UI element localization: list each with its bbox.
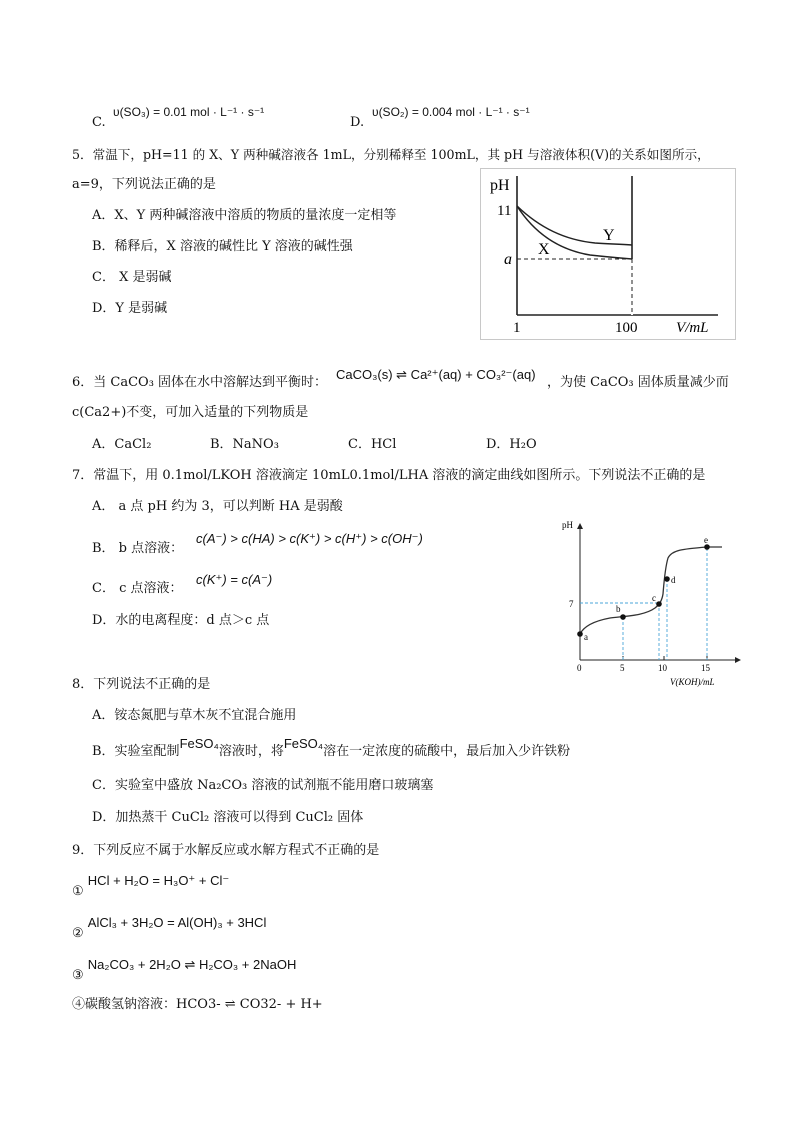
q9-item-2-num: ② [72,926,84,941]
q8-option-b[interactable] [92,736,571,761]
q9-item-1-num: ① [72,884,84,899]
q7-option-d[interactable]: D．水的电离程度：d 点＞c 点 [92,613,270,628]
q5-option-a[interactable]: A．X、Y 两种碱溶液中溶质的物质的量浓度一定相等 [92,208,397,223]
q8-option-b-formula2: FeSO₄ [283,736,324,751]
q5-option-c[interactable]: C． X 是弱碱 [92,270,172,285]
q6-stem-prefix: 6．当 CaCO₃ 固体在水中溶解达到平衡时： [72,375,328,390]
q8-stem: 8．下列说法不正确的是 [72,677,211,692]
q7-x-tick-10: 10 [658,663,667,673]
q5-curve-y [517,206,632,245]
q9-item-1-eq: HCl + H₂O = H₃O⁺ + Cl⁻ [87,873,230,888]
q5-option-b[interactable]: B．稀释后，X 溶液的碱性比 Y 溶液的碱性强 [92,239,353,254]
q9-item-1 [72,873,230,899]
q7-point-a-label: a [584,632,588,642]
q5-curve-x-label: X [538,241,550,258]
q7-figure [560,516,746,692]
q7-y-axis-label: pH [562,520,573,530]
q5-curve-y-label: Y [603,227,615,244]
q8-option-b-formula1: FeSO₄ [179,736,219,751]
q8-option-b-part1: B．实验室配制 [92,744,180,759]
q9-item-3-num: ③ [72,968,84,983]
q5-y-tick-11: 11 [497,203,512,219]
q4-option-d-label: D. [350,115,365,130]
q4-option-c-label: C. [92,115,106,130]
q5-x-tick-1: 1 [513,320,521,336]
q7-y-tick-7: 7 [569,599,574,609]
q9-item-2 [72,915,267,941]
q5-figure-frame [481,169,736,340]
q5-y-axis-label: pH [490,177,510,194]
q6-option-b[interactable]: B．NaNO₃ [210,437,279,452]
q5-stem-line1: 5．常温下，pH=11 的 X、Y 两种碱溶液各 1mL，分别稀释至 100mL，其 pH 与溶液体积(V)的关系如图所示， [72,147,710,162]
q9-item-3-eq: Na₂CO₃ + 2H₂O ⇌ H₂CO₃ + 2NaOH [87,957,297,972]
q7-option-c-label[interactable]: C． c 点溶液： [92,581,183,596]
q6-option-c[interactable]: C．HCl [348,437,397,452]
q7-x-tick-15: 15 [701,663,710,673]
q7-option-a[interactable]: A． a 点 pH 约为 3，可以判断 HA 是弱酸 [92,499,343,514]
q5-stem-line2: a=9，下列说法正确的是 [72,177,216,192]
q7-point-c-label: c [652,593,656,603]
q8-option-c[interactable]: C．实验室中盛放 Na₂CO₃ 溶液的试剂瓶不能用磨口玻璃塞 [92,778,434,793]
q7-point-b-label: b [616,604,621,614]
q7-point-c [656,601,662,607]
q5-x-axis-label: V/mL [676,320,709,336]
q6-option-a[interactable]: A．CaCl₂ [92,437,152,452]
q4-option-d-formula: υ(SO₂) = 0.004 mol · L⁻¹ · s⁻¹ [372,105,530,119]
q5-x-tick-100: 100 [615,320,638,336]
q7-point-e-label: e [704,535,708,545]
q7-titration-curve [580,547,722,634]
q8-option-d[interactable]: D．加热蒸干 CuCl₂ 溶液可以得到 CuCl₂ 固体 [92,810,364,825]
q6-equation: CaCO₃(s) ⇌ Ca²⁺(aq) + CO₃²⁻(aq) [336,367,536,382]
q9-item-4 [72,996,323,1014]
q9-item-4-eq: 碳酸氢钠溶液：HCO3- ⇌ CO32- + H+ [85,997,323,1012]
q7-option-b-formula: c(A⁻) > c(HA) > c(K⁺) > c(H⁺) > c(OH⁻) [196,531,423,546]
q7-point-a [577,631,583,637]
q7-option-c-formula: c(K⁺) = c(A⁻) [196,572,273,587]
q7-x-tick-5: 5 [620,663,625,673]
q5-option-d[interactable]: D．Y 是弱碱 [92,301,168,316]
q9-item-4-num: ④ [72,997,86,1012]
q5-y-tick-a: a [504,251,512,268]
q5-figure [480,168,736,340]
q7-point-d-label: d [671,575,676,585]
q7-stem: 7．常温下，用 0.1mol/LKOH 溶液滴定 10mL0.1mol/LHA 溶液的滴定曲线如图所示。下列说法不正确的是 [72,468,706,483]
q9-item-3 [72,957,297,983]
q7-point-b [620,614,626,620]
q7-point-e [704,544,710,550]
q5-curve-x [517,206,632,259]
q7-x-tick-0: 0 [577,663,582,673]
q4-option-c-formula: υ(SO₃) = 0.01 mol · L⁻¹ · s⁻¹ [113,105,265,119]
q8-option-b-part3: 溶在一定浓度的硫酸中，最后加入少许铁粉 [323,744,571,759]
q7-x-axis-label: V(KOH)/mL [670,677,715,687]
q9-stem: 9．下列反应不属于水解反应或水解方程式不正确的是 [72,843,380,858]
q8-option-a[interactable]: A．铵态氮肥与草木灰不宜混合施用 [92,708,297,723]
q6-stem-line2: c(Ca2+)不变，可加入适量的下列物质是 [72,405,309,420]
q6-option-d[interactable]: D．H₂O [486,437,537,452]
q6-stem-suffix: ，为使 CaCO₃ 固体质量减少而 [547,375,729,390]
q7-option-b-label[interactable]: B． b 点溶液： [92,541,184,556]
q8-option-b-part2: 溶液时，将 [218,744,284,759]
q9-item-2-eq: AlCl₃ + 3H₂O = Al(OH)₃ + 3HCl [87,915,267,930]
q7-point-d [664,576,670,582]
